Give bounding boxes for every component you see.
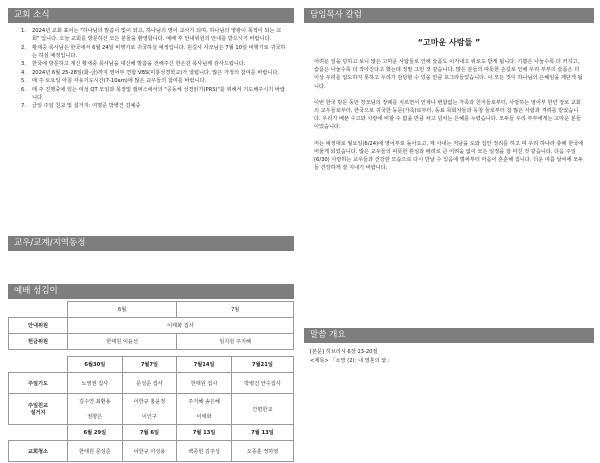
pastor-paragraph: 저는 예정대로 월요일(6/24)에 영어부로 돌아오고, 제 아내는 처남을 도와 집안 정리를 하고 며 우리 하나라 충해 한국에 머물게 되었습니다. 많은 교우들의 따뜻한 관심과 배려로 큰 어려움 없이 모든 일정을 잘 마친 것 같습니다. 다음 주일(6/30) 사랑하는 교우들과 건강한 모습으로 다시 만날 수 있음에 벌써부터 마음이 흔훈해 집니다. 더운 여름 날씨에 모두들 건강하게 잘 지내기 바랍니다. (314, 140, 584, 172)
table-cell: 한태원 문성준 (68, 441, 123, 462)
list-item: 6. 매 주 진행중에 있는 여성 QT 모임과 목장및 캠퍼스에서의 "공동체 성경읽기(PRS)"를 위해서 기도해주시기 바랍니다. (21, 86, 285, 101)
list-item: 4. 2024년 6월 25-28일(화-금)까지 영어부 연합 VBS(미룡성경학교)가 열립니다. 많은 가정의 참여를 바랍니다. (21, 69, 280, 76)
row-label: 주일친교 설거지 (9, 394, 68, 425)
table-row (9, 357, 294, 373)
date-header: 7월 13일 (177, 425, 232, 441)
sermon-outline-header: 말씀 개요 (304, 328, 594, 343)
community-news-section (8, 236, 294, 251)
table-cell: 이한규 홍윤정 (122, 394, 177, 410)
table-cell: 이한규 이성용 (122, 441, 177, 462)
table-row (9, 318, 294, 334)
row-label: 헌금위원 (9, 334, 68, 350)
table-cell: 백종헌 김주성 (177, 441, 232, 462)
date-header: 7월14일 (177, 357, 232, 373)
worship-roster-header: 예배 섬김이 (8, 284, 294, 299)
list-item: 7. 금일 주일 친교 및 설거지: 여명준 박병건 김예중 (21, 103, 141, 109)
sermon-subject: <제목> 「소망 (2): 내 영혼의 닻」 (310, 358, 392, 364)
worship-roster-table (8, 301, 294, 462)
sermon-passage: [본문] 히브리서 6장 13-20절 (310, 349, 378, 355)
table-row (9, 394, 294, 410)
pastor-column-title: “고마운 사람들 ” (417, 38, 481, 47)
table-row (9, 350, 294, 357)
church-news-header: 교회 소식 (8, 8, 294, 23)
list-item: 5. 매 주 토요일 아침 자유기도시간(7-10am)에 많은 교우들의 참여를 바랍니다. (21, 78, 207, 84)
month-header: 7월 (177, 302, 294, 318)
sermon-outline-section (304, 328, 594, 366)
row-label: 안내위원 (9, 318, 68, 334)
table-row (9, 373, 294, 394)
church-news-section (8, 8, 294, 111)
date-header: 7월 13일 (231, 425, 293, 441)
date-header: 6월30일 (68, 357, 123, 373)
worship-roster-section (8, 284, 294, 462)
table-cell: 문성준 집사 (122, 373, 177, 394)
date-header: 7월21일 (231, 357, 293, 373)
table-cell: 권향은 (68, 409, 123, 425)
table-row (9, 425, 294, 441)
pastor-column-header: 담임목사 칼럼 (304, 8, 594, 23)
table-cell: 이태화 (177, 409, 232, 425)
table-cell: 한태원 이윤선 (68, 334, 177, 350)
table-cell: 박병건 안수집사 (231, 373, 293, 394)
date-header: 6월 29일 (68, 425, 123, 441)
table-cell: 이태화 집사 (68, 318, 294, 334)
pastor-paragraph: 이번 한국 방문 동안 장모님의 장례를 치르면서 언제나 변함없는 가족과 친지들로부터, 사랑하는 영어부 한인 장로 교회의 교우들로부터, 한국으로 귀국한 동문(가족)로부터, 동료 목회자들과 동창 들로부터 참 많은 사람과 격려를 받았습니다. 우리가 베푼 수고와 사랑에 비할 수 없을 만큼 차고 넘치는 은혜를 누렸습니다. 모두들 우리 부부에게는 고마운 분들이었습니다. (314, 99, 581, 131)
table-cell: 임지원 주지혜 (177, 334, 294, 350)
list-item: 2. 황재중 목사님은 한국에서 6월 24일 비행기로 귀국하실 예정입니다. 원길사 사모님은 7월 10일 비행기로 귀국하는 하실 예정입니다. (21, 44, 286, 59)
row-label: 교회청소 (9, 441, 68, 462)
table-cell: 한태원 집사 (177, 373, 232, 394)
date-header: 7월 6일 (122, 425, 177, 441)
date-header: 7월7일 (122, 357, 177, 373)
table-cell: 이인구 (122, 409, 177, 425)
table-cell: 노영권 집사 (68, 373, 123, 394)
table-row (9, 334, 294, 350)
pastor-column-section (304, 8, 594, 180)
pastor-paragraph: 어려운 일을 당하고 보니 많은 고마운 사람들로 인해 슬픔도 이겨내고 위로도 받게 됩니다. 기쁨은 나눌수록 더 커지고, 슬픔은 나눌수록 더 작아진다고 했는데 정말 그런 것 같습니다. 많은 분들의 따뜻한 손길로 인해 우리 부부의 슬픔은 더 이상 우리를 압도하지 못하고 우리가 감당할 수 있을 만큼 포그라들었습니다. 이 모든 것이 하나님의 은혜임을 깨닫게 됩니다. (314, 59, 583, 90)
list-item: 1. 2024년 교회 표어는 "하나님의 말씀이 빛이 되고, 하나님의 영이 교사가 되며, 하나님의 영광이 목적이 되는 교회" 입니다. 오늘 교회를 방문하신 모든 분들을 환영합니다. 예배 후 안내위원의 안내를 받으시기 바랍니다. (21, 28, 282, 42)
table-cell: 오종훈 정하영 (231, 441, 293, 462)
list-item: 3. 한국에 방문하고 계신 황재중 목사님을 대신해 말씀을 전해주신 한은진 목사님께 감사드립니다. (21, 61, 246, 67)
row-label: 주일기도 (9, 373, 68, 394)
month-header: 6월 (68, 302, 177, 318)
table-cell: 주지혜 송은혜 (177, 394, 232, 410)
church-news-list (8, 27, 294, 110)
community-news-header: 교우/교계/지역동정 (8, 236, 294, 251)
table-cell: 간편한교 (231, 394, 293, 425)
table-row (9, 302, 294, 318)
table-row (9, 441, 294, 462)
table-cell: 김수연 최환용 (68, 394, 123, 410)
